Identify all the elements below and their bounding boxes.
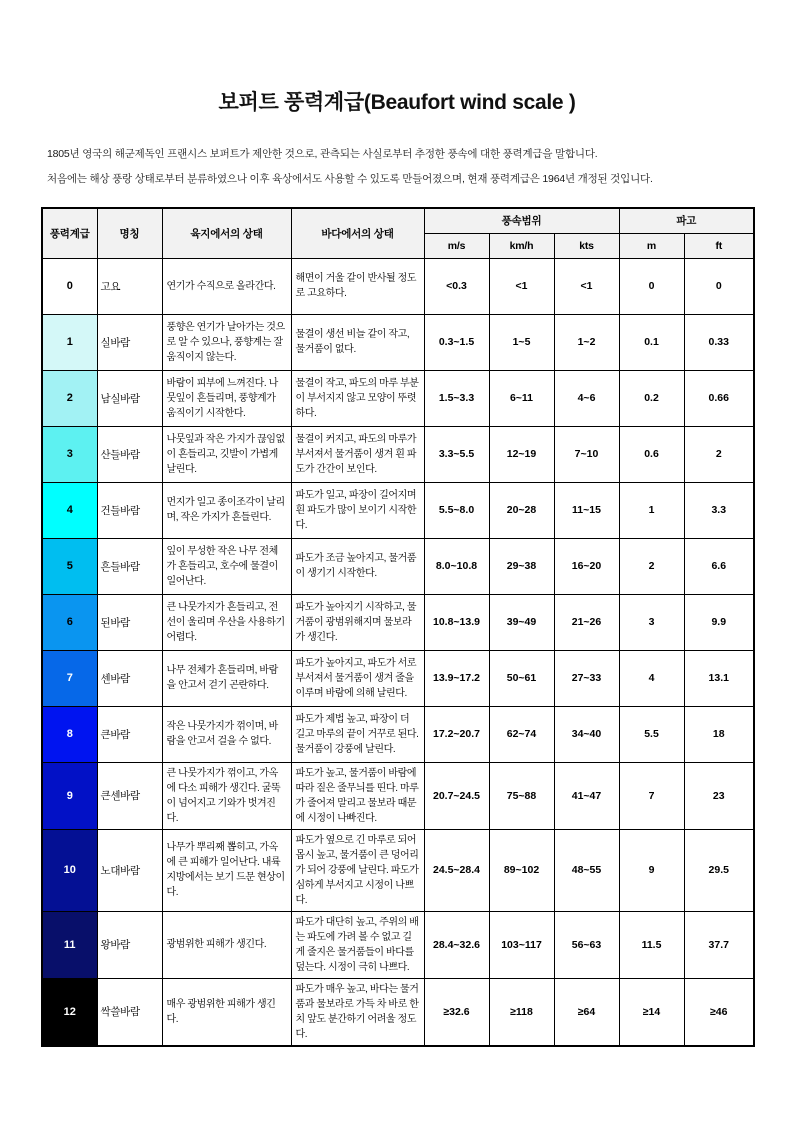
wind-speed-kts-cell: 16~20 <box>554 538 619 594</box>
wave-height-m-cell: 7 <box>619 762 684 829</box>
wind-speed-ms-cell: 8.0~10.8 <box>424 538 489 594</box>
wave-height-m-cell: 4 <box>619 650 684 706</box>
header-wind-grade: 풍력계급 <box>42 208 97 258</box>
page-title: 보퍼트 풍력계급(Beaufort wind scale ) <box>218 91 576 114</box>
wind-speed-ms-cell: 5.5~8.0 <box>424 482 489 538</box>
wave-height-m-cell: ≥14 <box>619 978 684 1046</box>
wave-height-ft-cell: 3.3 <box>684 482 754 538</box>
wind-speed-kmh-cell: 75~88 <box>489 762 554 829</box>
grade-cell: 3 <box>42 426 97 482</box>
land-state-cell: 작은 나뭇가지가 꺾이며, 바람을 안고서 걸을 수 없다. <box>162 706 291 762</box>
table-row <box>42 258 754 314</box>
wind-speed-ms-cell: 13.9~17.2 <box>424 650 489 706</box>
name-cell: 된바람 <box>97 594 162 650</box>
table-row <box>42 538 754 594</box>
wind-speed-kts-cell: 48~55 <box>554 829 619 911</box>
grade-cell: 6 <box>42 594 97 650</box>
wind-speed-ms-cell: 28.4~32.6 <box>424 911 489 978</box>
intro-line-1: 1805년 영국의 해군제독인 프랜시스 보퍼트가 제안한 것으로, 관측되는 사실로부터 추정한 풍속에 대한 풍력계급을 말합니다. <box>47 148 598 160</box>
name-cell: 큰바람 <box>97 706 162 762</box>
land-state-cell: 바람이 피부에 느껴진다. 나뭇잎이 흔들리며, 풍향계가 움직이기 시작한다. <box>162 370 291 426</box>
sea-state-cell: 파도가 대단히 높고, 주위의 배는 파도에 가려 볼 수 없고 길게 줄지은 물거품들이 바다를 덮는다. 시정이 극히 나쁘다. <box>291 911 424 978</box>
wind-speed-kts-cell: 4~6 <box>554 370 619 426</box>
wind-speed-kmh-cell: 89~102 <box>489 829 554 911</box>
header-unit-m: m <box>619 233 684 258</box>
table-row <box>42 978 754 1046</box>
intro-line-2: 처음에는 해상 풍랑 상태로부터 분류하였으나 이후 육상에서도 사용할 수 있도록 만들어졌으며, 현재 풍력계급은 1964년 개정된 것입니다. <box>47 173 653 185</box>
header-unit-ft: ft <box>684 233 754 258</box>
wind-speed-kts-cell: 34~40 <box>554 706 619 762</box>
wave-height-ft-cell: 23 <box>684 762 754 829</box>
wind-speed-ms-cell: 20.7~24.5 <box>424 762 489 829</box>
land-state-cell: 나무가 뿌리째 뽑히고, 가옥에 큰 피해가 일어난다. 내륙 지방에서는 보기 드문 현상이다. <box>162 829 291 911</box>
sea-state-cell: 파도가 높고, 물거품이 바람에 따라 짙은 줄무늬를 띤다. 마루가 줄어져 말리고 물보라 때문에 시정이 나빠진다. <box>291 762 424 829</box>
grade-cell: 11 <box>42 911 97 978</box>
name-cell: 흔들바람 <box>97 538 162 594</box>
wind-speed-kmh-cell: 20~28 <box>489 482 554 538</box>
wave-height-m-cell: 0.1 <box>619 314 684 370</box>
wind-speed-ms-cell: 1.5~3.3 <box>424 370 489 426</box>
table-header <box>42 208 754 258</box>
wind-speed-kmh-cell: 103~117 <box>489 911 554 978</box>
wave-height-ft-cell: 9.9 <box>684 594 754 650</box>
header-wave-height: 파고 <box>619 208 754 233</box>
wind-speed-ms-cell: 3.3~5.5 <box>424 426 489 482</box>
table-row <box>42 650 754 706</box>
table-body <box>42 258 754 1046</box>
wave-height-ft-cell: 13.1 <box>684 650 754 706</box>
wind-speed-kmh-cell: 62~74 <box>489 706 554 762</box>
wave-height-ft-cell: ≥46 <box>684 978 754 1046</box>
wind-speed-kts-cell: 11~15 <box>554 482 619 538</box>
wind-speed-ms-cell: 0.3~1.5 <box>424 314 489 370</box>
wave-height-m-cell: 11.5 <box>619 911 684 978</box>
header-name: 명칭 <box>97 208 162 258</box>
land-state-cell: 큰 나뭇가지가 꺾이고, 가옥에 다소 피해가 생긴다. 굴뚝이 넘어지고 기와가 벗겨진다. <box>162 762 291 829</box>
wind-speed-kts-cell: 1~2 <box>554 314 619 370</box>
wind-speed-kts-cell: ≥64 <box>554 978 619 1046</box>
wave-height-m-cell: 5.5 <box>619 706 684 762</box>
wind-speed-ms-cell: ≥32.6 <box>424 978 489 1046</box>
grade-cell: 12 <box>42 978 97 1046</box>
wave-height-m-cell: 0.2 <box>619 370 684 426</box>
wind-speed-ms-cell: 10.8~13.9 <box>424 594 489 650</box>
sea-state-cell: 물결이 커지고, 파도의 마루가 부서져서 물거품이 생겨 흰 파도가 간간이 보인다. <box>291 426 424 482</box>
wind-speed-ms-cell: 17.2~20.7 <box>424 706 489 762</box>
wind-speed-kmh-cell: 6~11 <box>489 370 554 426</box>
sea-state-cell: 파도가 매우 높고, 바다는 물거품과 물보라로 가득 차 바로 한치 앞도 분간하기 어려울 정도다. <box>291 978 424 1046</box>
wind-speed-kmh-cell: 39~49 <box>489 594 554 650</box>
sea-state-cell: 파도가 제법 높고, 파장이 더 길고 마루의 끝이 거꾸로 된다. 물거품이 강풍에 날린다. <box>291 706 424 762</box>
table-row <box>42 482 754 538</box>
name-cell: 실바람 <box>97 314 162 370</box>
wave-height-ft-cell: 0 <box>684 258 754 314</box>
beaufort-scale-table <box>41 207 755 1047</box>
wind-speed-ms-cell: <0.3 <box>424 258 489 314</box>
land-state-cell: 나뭇잎과 작은 가지가 끊임없이 흔들리고, 깃발이 가볍게 날린다. <box>162 426 291 482</box>
intro-text <box>47 142 753 192</box>
grade-cell: 5 <box>42 538 97 594</box>
land-state-cell: 먼지가 일고 종이조각이 날리며, 작은 가지가 흔들린다. <box>162 482 291 538</box>
wind-speed-kmh-cell: 29~38 <box>489 538 554 594</box>
wind-speed-kts-cell: 7~10 <box>554 426 619 482</box>
name-cell: 왕바람 <box>97 911 162 978</box>
table-row <box>42 911 754 978</box>
wave-height-ft-cell: 6.6 <box>684 538 754 594</box>
sea-state-cell: 파도가 옆으로 긴 마루로 되어 몹시 높고, 물거품이 큰 덩어리가 되어 강풍에 날린다. 파도가 심하게 부서지고 시정이 나쁘다. <box>291 829 424 911</box>
name-cell: 남실바람 <box>97 370 162 426</box>
wind-speed-kts-cell: 27~33 <box>554 650 619 706</box>
name-cell: 큰센바람 <box>97 762 162 829</box>
header-unit-ms: m/s <box>424 233 489 258</box>
name-cell: 고요 <box>97 258 162 314</box>
grade-cell: 10 <box>42 829 97 911</box>
wave-height-ft-cell: 0.66 <box>684 370 754 426</box>
header-unit-kmh: km/h <box>489 233 554 258</box>
wind-speed-kmh-cell: 50~61 <box>489 650 554 706</box>
wave-height-m-cell: 0 <box>619 258 684 314</box>
land-state-cell: 큰 나뭇가지가 흔들리고, 전선이 울리며 우산을 사용하기 어렵다. <box>162 594 291 650</box>
land-state-cell: 잎이 무성한 작은 나무 전체가 흔들리고, 호수에 물결이 일어난다. <box>162 538 291 594</box>
grade-cell: 8 <box>42 706 97 762</box>
wind-speed-kmh-cell: 12~19 <box>489 426 554 482</box>
sea-state-cell: 파도가 높아지고, 파도가 서로 부서져서 물거품이 생겨 줄을 이루며 바람에 의해 날린다. <box>291 650 424 706</box>
wind-speed-kts-cell: 41~47 <box>554 762 619 829</box>
sea-state-cell: 파도가 일고, 파장이 길어지며 흰 파도가 많이 보이기 시작한다. <box>291 482 424 538</box>
header-land-state: 육지에서의 상태 <box>162 208 291 258</box>
wave-height-ft-cell: 37.7 <box>684 911 754 978</box>
sea-state-cell: 해면이 거울 같이 반사될 정도로 고요하다. <box>291 258 424 314</box>
sea-state-cell: 파도가 높아지기 시작하고, 물거품이 광범위해지며 물보라가 생긴다. <box>291 594 424 650</box>
wave-height-ft-cell: 29.5 <box>684 829 754 911</box>
table-row <box>42 426 754 482</box>
table-row <box>42 314 754 370</box>
name-cell: 싹쓸바람 <box>97 978 162 1046</box>
table-row <box>42 829 754 911</box>
wave-height-ft-cell: 18 <box>684 706 754 762</box>
land-state-cell: 풍향은 연기가 날아가는 것으로 알 수 있으나, 풍향계는 잘 움직이지 않는다. <box>162 314 291 370</box>
grade-cell: 2 <box>42 370 97 426</box>
grade-cell: 1 <box>42 314 97 370</box>
land-state-cell: 나무 전체가 흔들리며, 바람을 안고서 걷기 곤란하다. <box>162 650 291 706</box>
name-cell: 건들바람 <box>97 482 162 538</box>
wave-height-m-cell: 3 <box>619 594 684 650</box>
header-sea-state: 바다에서의 상태 <box>291 208 424 258</box>
sea-state-cell: 물결이 작고, 파도의 마루 부분이 부서지지 않고 모양이 뚜렷하다. <box>291 370 424 426</box>
wind-speed-kmh-cell: 1~5 <box>489 314 554 370</box>
name-cell: 산들바람 <box>97 426 162 482</box>
grade-cell: 4 <box>42 482 97 538</box>
header-unit-kts: kts <box>554 233 619 258</box>
wave-height-m-cell: 1 <box>619 482 684 538</box>
sea-state-cell: 파도가 조금 높아지고, 물거품이 생기기 시작한다. <box>291 538 424 594</box>
table-row <box>42 594 754 650</box>
land-state-cell: 매우 광범위한 피해가 생긴다. <box>162 978 291 1046</box>
wind-speed-kmh-cell: <1 <box>489 258 554 314</box>
sea-state-cell: 물결이 생선 비늘 같이 작고, 물거품이 없다. <box>291 314 424 370</box>
wind-speed-kts-cell: <1 <box>554 258 619 314</box>
wave-height-m-cell: 0.6 <box>619 426 684 482</box>
header-wind-speed-range: 풍속범위 <box>424 208 619 233</box>
wind-speed-kmh-cell: ≥118 <box>489 978 554 1046</box>
grade-cell: 9 <box>42 762 97 829</box>
wave-height-m-cell: 2 <box>619 538 684 594</box>
wind-speed-kts-cell: 56~63 <box>554 911 619 978</box>
wave-height-ft-cell: 2 <box>684 426 754 482</box>
table-row <box>42 370 754 426</box>
wind-speed-kts-cell: 21~26 <box>554 594 619 650</box>
wave-height-m-cell: 9 <box>619 829 684 911</box>
land-state-cell: 연기가 수직으로 올라간다. <box>162 258 291 314</box>
name-cell: 노대바람 <box>97 829 162 911</box>
grade-cell: 7 <box>42 650 97 706</box>
table-row <box>42 762 754 829</box>
table-row <box>42 706 754 762</box>
wind-speed-ms-cell: 24.5~28.4 <box>424 829 489 911</box>
name-cell: 센바람 <box>97 650 162 706</box>
land-state-cell: 광범위한 피해가 생긴다. <box>162 911 291 978</box>
grade-cell: 0 <box>42 258 97 314</box>
wave-height-ft-cell: 0.33 <box>684 314 754 370</box>
